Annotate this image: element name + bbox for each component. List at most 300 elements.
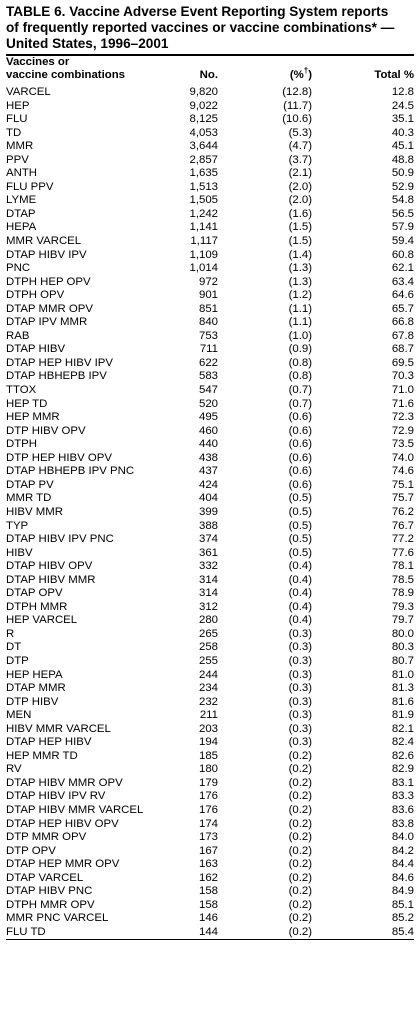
row-vaccine: DTAP IPV MMR: [6, 316, 88, 329]
row-count: 851: [198, 302, 218, 315]
row-vaccine: DTP HEP HIBV OPV: [6, 451, 112, 464]
row-count: 158: [198, 885, 218, 898]
row-count: 1,505: [189, 194, 218, 207]
row-vaccine: DTPH MMR: [6, 600, 68, 613]
row-percent: (0.2): [288, 749, 312, 762]
table-row: [6, 140, 414, 154]
row-count: 1,117: [190, 235, 218, 248]
table-container: [6, 4, 414, 940]
header-vaccines: [6, 56, 146, 83]
row-percent: (1.3): [288, 275, 312, 288]
table-row: [6, 181, 414, 195]
table-row: [6, 696, 414, 710]
table-row: [6, 587, 414, 601]
row-vaccine: DTAP HIBV MMR OPV: [6, 776, 123, 789]
row-percent: (5.3): [288, 126, 312, 139]
row-percent: (0.2): [288, 776, 312, 789]
dagger-footnote-mark: †: [303, 66, 309, 76]
table-row: [6, 601, 414, 615]
table-row: [6, 831, 414, 845]
row-percent: (1.5): [288, 235, 312, 248]
table-row: [6, 655, 414, 669]
row-count: 9,820: [189, 86, 218, 98]
row-count: 460: [198, 424, 218, 437]
row-vaccine: HIBV: [6, 546, 33, 559]
row-vaccine: MMR PNC VARCEL: [6, 912, 109, 925]
table-row: [6, 370, 414, 384]
row-percent: (0.2): [288, 763, 312, 776]
row-percent: (0.4): [288, 600, 312, 613]
row-total-percent: 74.6: [391, 465, 414, 478]
row-percent: (2.0): [288, 194, 312, 207]
row-vaccine: MMR: [6, 140, 34, 153]
row-vaccine: DT: [6, 641, 22, 654]
table-row: [6, 885, 414, 899]
table-row: [6, 790, 414, 804]
row-count: 438: [198, 451, 218, 464]
row-vaccine: DTAP HBHEPB IPV PNC: [6, 465, 135, 478]
row-vaccine: DTPH OPV: [6, 289, 65, 302]
row-count: 3,644: [189, 140, 218, 153]
table-title-line-3: United States, 1996–2001: [6, 36, 169, 51]
row-total-percent: 83.1: [391, 776, 414, 789]
row-count: 9,022: [189, 99, 218, 112]
row-count: 203: [198, 722, 218, 735]
row-percent: (0.5): [288, 546, 312, 559]
row-vaccine: MMR VARCEL: [6, 235, 82, 248]
row-total-percent: 54.8: [391, 194, 414, 207]
row-count: 176: [198, 790, 218, 803]
row-percent: (2.0): [288, 180, 312, 193]
row-total-percent: 72.3: [391, 411, 414, 424]
table-row: [6, 926, 414, 940]
row-percent: (11.7): [283, 99, 312, 112]
row-vaccine: DTAP HEP HIBV IPV: [6, 356, 113, 369]
table-row: [6, 289, 414, 303]
table-row: [6, 763, 414, 777]
row-percent: (0.2): [288, 803, 312, 816]
table-body: [6, 83, 414, 939]
row-vaccine: MEN: [6, 709, 32, 722]
header-vaccines-line-1: Vaccines or: [6, 56, 70, 68]
row-percent: (0.5): [288, 533, 312, 546]
row-percent: (0.6): [288, 451, 312, 464]
row-percent: (0.8): [288, 370, 312, 383]
table-row: [6, 113, 414, 127]
table-row: [6, 100, 414, 114]
row-vaccine: DTP HIBV: [6, 695, 59, 708]
table-row: [6, 669, 414, 683]
row-percent: (0.7): [288, 384, 312, 397]
row-vaccine: HEP TD: [6, 397, 48, 410]
row-total-percent: 52.9: [391, 180, 414, 193]
row-total-percent: 62.1: [391, 262, 414, 275]
table-row: [6, 777, 414, 791]
row-total-percent: 76.7: [391, 519, 414, 532]
row-count: 8,125: [189, 113, 218, 126]
row-count: 622: [198, 356, 218, 369]
table-row: [6, 641, 414, 655]
row-vaccine: DTPH MMR OPV: [6, 898, 95, 911]
table-row: [6, 818, 414, 832]
row-total-percent: 84.2: [391, 844, 414, 857]
row-total-percent: 70.3: [391, 370, 414, 383]
row-count: 312: [198, 600, 218, 613]
row-vaccine: PPV: [6, 153, 29, 166]
row-count: 332: [198, 560, 218, 573]
table-row: [6, 628, 414, 642]
row-percent: (0.3): [288, 682, 312, 695]
row-percent: (2.1): [288, 167, 312, 180]
row-total-percent: 84.0: [391, 831, 414, 844]
row-total-percent: 83.6: [391, 803, 414, 816]
row-count: 901: [198, 289, 218, 302]
row-count: 211: [199, 709, 218, 722]
row-percent: (0.3): [288, 668, 312, 681]
table-row: [6, 316, 414, 330]
row-count: 234: [198, 682, 218, 695]
row-total-percent: 80.7: [391, 654, 414, 667]
row-total-percent: 12.8: [391, 86, 414, 98]
row-percent: (0.4): [288, 560, 312, 573]
row-count: 1,635: [189, 167, 218, 180]
row-percent: (12.8): [282, 86, 312, 98]
row-count: 167: [198, 844, 218, 857]
header-vaccines-line-2: vaccine combinations: [6, 69, 126, 81]
row-vaccine: FLU TD: [6, 925, 46, 938]
row-total-percent: 60.8: [391, 248, 414, 261]
table-row: [6, 872, 414, 886]
row-percent: (1.1): [288, 302, 312, 315]
table-row: [6, 614, 414, 628]
table-title-line-2: of frequently reported vaccines or vaccine combinations* —: [6, 20, 395, 35]
table-row: [6, 736, 414, 750]
row-percent: (0.2): [288, 925, 312, 938]
row-percent: (0.3): [288, 736, 312, 749]
row-total-percent: 80.0: [391, 627, 414, 640]
row-vaccine: HEP MMR TD: [6, 749, 78, 762]
table-title: [6, 4, 414, 52]
row-vaccine: DTAP: [6, 207, 36, 220]
row-total-percent: 69.5: [391, 356, 414, 369]
row-percent: (0.5): [288, 505, 312, 518]
row-percent: (0.3): [288, 654, 312, 667]
row-count: 711: [199, 343, 218, 356]
row-count: 176: [198, 803, 218, 816]
row-percent: (4.7): [288, 140, 312, 153]
row-total-percent: 71.6: [391, 397, 414, 410]
table-header: [6, 56, 414, 83]
row-percent: (0.2): [288, 885, 312, 898]
table-row: [6, 425, 414, 439]
row-percent: (1.2): [288, 289, 312, 302]
row-count: 314: [198, 573, 218, 586]
row-count: 162: [198, 871, 218, 884]
row-total-percent: 84.4: [391, 858, 414, 871]
row-total-percent: 83.3: [391, 790, 414, 803]
table-title-line-1: TABLE 6. Vaccine Adverse Event Reporting System reports: [6, 4, 389, 19]
row-vaccine: FLU PPV: [6, 180, 54, 193]
row-vaccine: DTAP PV: [6, 478, 54, 491]
row-total-percent: 85.2: [391, 912, 414, 925]
table-row: [6, 574, 414, 588]
row-total-percent: 79.3: [391, 600, 414, 613]
table-row: [6, 858, 414, 872]
row-count: 440: [198, 438, 218, 451]
table-row: [6, 330, 414, 344]
row-vaccine: DTAP HEP HIBV OPV: [6, 817, 119, 830]
row-vaccine: RV: [6, 763, 22, 776]
row-total-percent: 78.1: [391, 560, 414, 573]
row-percent: (0.4): [288, 573, 312, 586]
row-percent: (3.7): [288, 153, 312, 166]
row-vaccine: HEP: [6, 99, 30, 112]
row-total-percent: 72.9: [391, 424, 414, 437]
row-count: 163: [198, 858, 218, 871]
table-row: [6, 83, 414, 100]
row-percent: (0.3): [288, 709, 312, 722]
row-count: 424: [198, 478, 218, 491]
table-row: [6, 167, 414, 181]
row-total-percent: 40.3: [391, 126, 414, 139]
table-row: [6, 845, 414, 859]
row-count: 265: [198, 627, 218, 640]
table-row: [6, 533, 414, 547]
row-total-percent: 59.4: [391, 235, 414, 248]
row-percent: (0.3): [288, 641, 312, 654]
table-row: [6, 411, 414, 425]
row-percent: (0.6): [288, 411, 312, 424]
row-count: 158: [198, 898, 218, 911]
table-row: [6, 750, 414, 764]
row-percent: (0.8): [288, 356, 312, 369]
row-vaccine: DTAP OPV: [6, 587, 63, 600]
row-count: 4,053: [189, 126, 218, 139]
row-vaccine: HEPA: [6, 221, 37, 234]
row-vaccine: HEP VARCEL: [6, 614, 78, 627]
row-vaccine: FLU: [6, 113, 28, 126]
row-total-percent: 45.1: [391, 140, 414, 153]
row-vaccine: DTAP MMR OPV: [6, 302, 93, 315]
row-vaccine: DTAP HIBV IPV RV: [6, 790, 106, 803]
row-count: 280: [198, 614, 218, 627]
row-vaccine: DTAP HEP MMR OPV: [6, 858, 120, 871]
row-vaccine: DTP MMR OPV: [6, 831, 87, 844]
table-row: [6, 262, 414, 276]
row-vaccine: TD: [6, 126, 22, 139]
row-count: 179: [198, 776, 218, 789]
table-row: [6, 154, 414, 168]
row-count: 146: [198, 912, 218, 925]
table-row: [6, 560, 414, 574]
row-vaccine: LYME: [6, 194, 37, 207]
table-row: [6, 398, 414, 412]
row-percent: (0.5): [288, 519, 312, 532]
row-vaccine: DTPH HEP OPV: [6, 275, 91, 288]
row-percent: (0.3): [288, 695, 312, 708]
row-total-percent: 81.0: [391, 668, 414, 681]
row-percent: (0.6): [288, 465, 312, 478]
row-vaccine: DTAP HIBV IPV: [6, 248, 87, 261]
row-total-percent: 75.1: [391, 478, 414, 491]
vaers-table: [6, 56, 414, 939]
row-count: 255: [198, 654, 218, 667]
row-count: 840: [198, 316, 218, 329]
row-count: 1,014: [189, 262, 218, 275]
table-row: [6, 912, 414, 926]
row-count: 972: [198, 275, 218, 288]
row-percent: (0.2): [288, 831, 312, 844]
row-percent: (0.9): [288, 343, 312, 356]
row-total-percent: 82.4: [391, 736, 414, 749]
row-total-percent: 78.5: [391, 573, 414, 586]
row-count: 144: [198, 925, 218, 938]
table-row: [6, 384, 414, 398]
row-total-percent: 81.9: [391, 709, 414, 722]
header-percent: [218, 56, 312, 83]
row-count: 404: [198, 492, 218, 505]
row-total-percent: 71.0: [391, 384, 414, 397]
row-count: 232: [198, 695, 218, 708]
bottom-rule: [6, 939, 414, 940]
row-total-percent: 81.6: [391, 695, 414, 708]
row-total-percent: 66.8: [391, 316, 414, 329]
row-vaccine: ANTH: [6, 167, 38, 180]
table-row: [6, 547, 414, 561]
row-percent: (0.3): [288, 627, 312, 640]
table-row: [6, 506, 414, 520]
row-percent: (0.2): [288, 858, 312, 871]
row-percent: (0.3): [288, 722, 312, 735]
table-row: [6, 194, 414, 208]
row-percent: (0.6): [288, 424, 312, 437]
row-count: 185: [198, 749, 218, 762]
row-count: 244: [198, 668, 218, 681]
table-row: [6, 479, 414, 493]
table-row: [6, 357, 414, 371]
row-count: 173: [198, 831, 218, 844]
table-row: [6, 249, 414, 263]
row-vaccine: DTP: [6, 654, 29, 667]
row-percent: (1.3): [288, 262, 312, 275]
row-vaccine: DTP HIBV OPV: [6, 424, 86, 437]
row-total-percent: 57.9: [391, 221, 414, 234]
row-percent: (10.6): [282, 113, 312, 126]
row-total-percent: 56.5: [391, 207, 414, 220]
row-count: 314: [198, 587, 218, 600]
row-count: 258: [198, 641, 218, 654]
row-vaccine: TTOX: [6, 384, 37, 397]
row-vaccine: DTAP MMR: [6, 682, 66, 695]
row-count: 180: [198, 763, 218, 776]
row-percent: (0.2): [288, 871, 312, 884]
table-row: [6, 899, 414, 913]
row-count: 174: [198, 817, 218, 830]
row-percent: (0.6): [288, 438, 312, 451]
row-count: 1,513: [189, 180, 218, 193]
row-total-percent: 35.1: [391, 113, 414, 126]
row-total-percent: 48.8: [391, 153, 414, 166]
row-count: 1,141: [189, 221, 218, 234]
table-row: [6, 221, 414, 235]
row-vaccine: MMR TD: [6, 492, 52, 505]
header-percent-open: (%: [289, 69, 304, 81]
row-count: 520: [198, 397, 218, 410]
row-total-percent: 77.6: [391, 546, 414, 559]
table-row: [6, 303, 414, 317]
row-total-percent: 80.3: [391, 641, 414, 654]
table-row: [6, 682, 414, 696]
table-row: [6, 208, 414, 222]
row-total-percent: 82.1: [391, 722, 414, 735]
row-vaccine: DTAP HIBV MMR: [6, 573, 96, 586]
header-row: [6, 56, 414, 83]
table-row: [6, 520, 414, 534]
row-percent: (0.2): [288, 898, 312, 911]
row-vaccine: DTAP HIBV: [6, 343, 66, 356]
table-row: [6, 709, 414, 723]
row-total-percent: 74.0: [391, 451, 414, 464]
row-vaccine: DTAP VARCEL: [6, 871, 84, 884]
row-total-percent: 50.9: [391, 167, 414, 180]
row-total-percent: 73.5: [391, 438, 414, 451]
row-vaccine: DTPH: [6, 438, 38, 451]
row-count: 374: [198, 533, 218, 546]
row-count: 547: [198, 384, 218, 397]
row-total-percent: 67.8: [391, 329, 414, 342]
row-count: 194: [198, 736, 218, 749]
row-total-percent: 85.4: [391, 925, 414, 938]
row-count: 388: [198, 519, 218, 532]
row-total-percent: 82.9: [391, 763, 414, 776]
row-percent: (1.6): [288, 207, 312, 220]
row-percent: (0.5): [288, 492, 312, 505]
row-total-percent: 82.6: [391, 749, 414, 762]
row-vaccine: VARCEL: [6, 86, 51, 98]
row-total-percent: 75.7: [391, 492, 414, 505]
row-vaccine: DTAP HIBV MMR VARCEL: [6, 803, 144, 816]
row-vaccine: DTAP HIBV OPV: [6, 560, 93, 573]
header-total-percent: Total %: [374, 69, 414, 81]
table-row: [6, 465, 414, 479]
row-count: 399: [198, 505, 218, 518]
row-percent: (0.4): [288, 587, 312, 600]
row-vaccine: TYP: [6, 519, 29, 532]
table-row: [6, 343, 414, 357]
row-percent: (1.5): [288, 221, 312, 234]
table-row: [6, 492, 414, 506]
table-row: [6, 276, 414, 290]
row-percent: (1.4): [288, 248, 312, 261]
row-percent: (0.2): [288, 790, 312, 803]
row-vaccine: R: [6, 627, 15, 640]
row-total-percent: 65.7: [391, 302, 414, 315]
row-percent: (0.2): [288, 912, 312, 925]
row-percent: (0.6): [288, 478, 312, 491]
row-vaccine: PNC: [6, 262, 31, 275]
header-no: No.: [199, 69, 218, 81]
row-total-percent: 81.3: [391, 682, 414, 695]
row-vaccine: HEP MMR: [6, 411, 60, 424]
row-vaccine: DTAP HBHEPB IPV: [6, 370, 107, 383]
row-vaccine: RAB: [6, 329, 30, 342]
row-vaccine: HIBV MMR: [6, 505, 63, 518]
row-total-percent: 76.2: [391, 505, 414, 518]
row-total-percent: 64.6: [391, 289, 414, 302]
row-count: 753: [198, 329, 218, 342]
header-percent-close: ): [308, 69, 312, 81]
row-vaccine: HIBV MMR VARCEL: [6, 722, 111, 735]
